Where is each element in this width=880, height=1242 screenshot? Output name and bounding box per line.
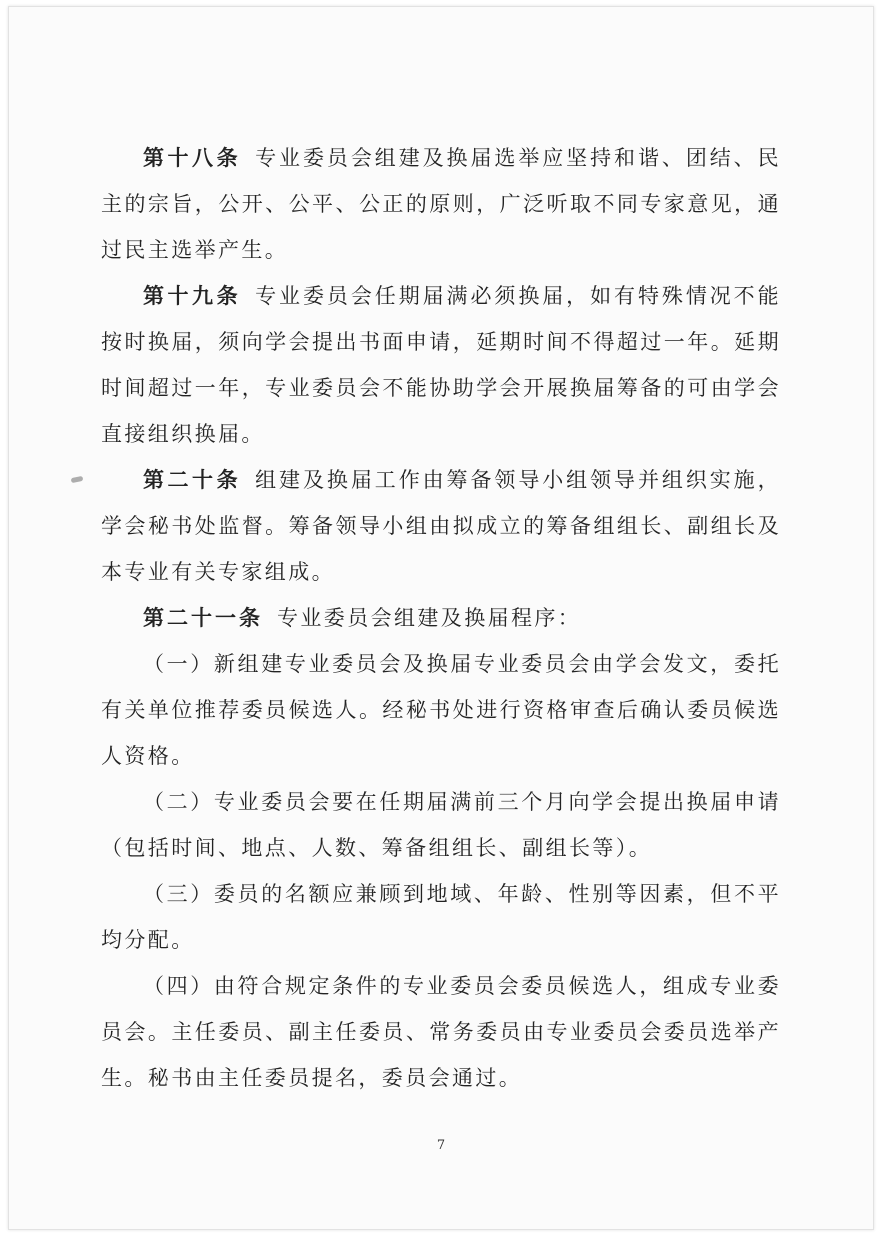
paragraph-text: 组建及换届工作由筹备领导小组领导并组织实施，学会秘书处监督。筹备领导小组由拟成立的筹备组组长、副组长及本专业有关专家组成。: [101, 468, 782, 584]
article-number: 第二十一条: [143, 605, 263, 630]
paragraph-text: （四）由符合规定条件的专业委员会委员候选人，组成专业委员会。主任委员、副主任委员、常务委员由专业委员会委员选举产生。秘书由主任委员提名，委员会通过。: [101, 974, 781, 1090]
paragraph-item-1: [101, 641, 781, 779]
article-number: 第二十条: [143, 467, 242, 492]
document-page: [8, 6, 874, 1230]
paragraph-text: 专业委员会任期届满必须换届，如有特殊情况不能按时换届，须向学会提出书面申请，延期时间不得超过一年。延期时间超过一年，专业委员会不能协助学会开展换届筹备的可由学会直接组织换届。: [101, 284, 782, 446]
paragraph-text: （二）专业委员会要在任期届满前三个月向学会提出换届申请（包括时间、地点、人数、筹备组组长、副组长等）。: [101, 790, 781, 860]
paragraph-article-21: [101, 595, 781, 641]
paragraph-article-19: [101, 273, 781, 457]
article-number: 第十八条: [143, 145, 242, 170]
paragraph-text: 专业委员会组建及换届选举应坚持和谐、团结、民主的宗旨，公开、公平、公正的原则，广泛听取不同专家意见，通过民主选举产生。: [101, 146, 782, 262]
article-number: 第十九条: [143, 283, 242, 308]
paragraph-article-20: [101, 457, 781, 595]
document-body: [101, 135, 781, 1101]
page-number: 7: [436, 1138, 446, 1153]
paragraph-item-2: [101, 779, 781, 871]
scan-smudge: [71, 476, 84, 483]
paragraph-text: （三）委员的名额应兼顾到地域、年龄、性别等因素，但不平均分配。: [101, 882, 781, 952]
paragraph-text: （一）新组建专业委员会及换届专业委员会由学会发文，委托有关单位推荐委员候选人。经秘书处进行资格审查后确认委员候选人资格。: [101, 652, 781, 768]
paragraph-item-3: [101, 871, 781, 963]
paragraph-article-18: [101, 135, 781, 273]
paragraph-item-4: [101, 963, 781, 1101]
paragraph-text: 专业委员会组建及换届程序：: [277, 606, 582, 630]
